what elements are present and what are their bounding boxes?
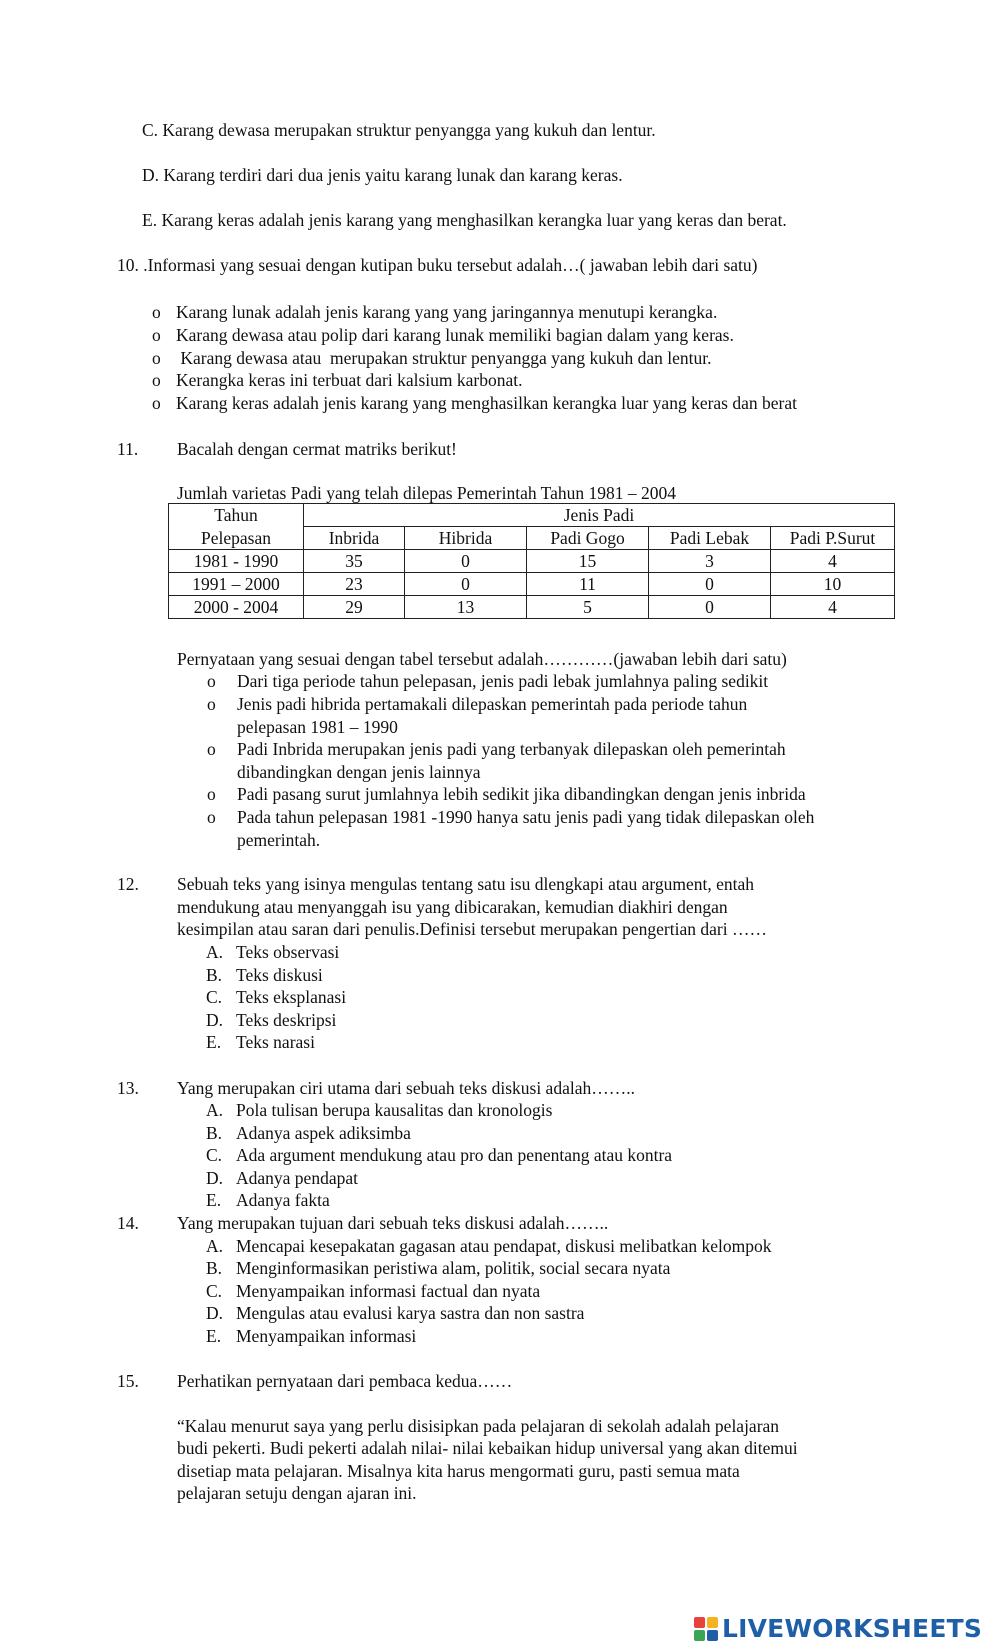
q12-text-line: mendukung atau menyanggah isu yang dibicarakan, kemudian diakhiri dengan xyxy=(177,897,728,917)
q12-number: 12. xyxy=(117,874,139,894)
liveworksheets-logo xyxy=(694,1614,982,1644)
table-row xyxy=(169,596,895,619)
table-cell: 0 xyxy=(405,550,527,573)
bullet-icon: o xyxy=(207,739,216,759)
table-header-year: Pelepasan xyxy=(169,527,304,550)
bullet-icon: o xyxy=(207,694,216,714)
table-cell: 0 xyxy=(649,596,771,619)
bullet-icon: o xyxy=(207,784,216,804)
table-header-group: Jenis Padi xyxy=(304,504,895,527)
table-cell: 11 xyxy=(527,573,649,596)
table-cell: 0 xyxy=(405,573,527,596)
table-cell: 0 xyxy=(649,573,771,596)
q15-quote-line: “Kalau menurut saya yang perlu disisipkan pada pelajaran di sekolah adalah pelajaran xyxy=(177,1416,780,1436)
q15-quote-line: disetiap mata pelajaran. Misalnya kita harus mengormati guru, pasti semua mata xyxy=(177,1461,740,1481)
table-column-header: Padi Lebak xyxy=(649,527,771,550)
table-cell: 35 xyxy=(304,550,405,573)
q13-number: 13. xyxy=(117,1078,139,1098)
q15-quote-line: budi pekerti. Budi pekerti adalah nilai- nilai kebaikan hidup universal yang akan ditemui xyxy=(177,1438,798,1458)
table-cell: 5 xyxy=(527,596,649,619)
q11-number: 11. xyxy=(117,439,139,459)
table-column-header: Hibrida xyxy=(405,527,527,550)
table-header-year: Tahun xyxy=(169,504,304,527)
q13-text: Yang merupakan ciri utama dari sebuah teks diskusi adalah…….. xyxy=(177,1078,635,1098)
table-cell: 13 xyxy=(405,596,527,619)
table-column-header: Inbrida xyxy=(304,527,405,550)
table-cell: 2000 - 2004 xyxy=(169,596,304,619)
rice-variety-table xyxy=(168,503,895,619)
table-row xyxy=(169,550,895,573)
q11-statement: Pernyataan yang sesuai dengan tabel tersebut adalah…………(jawaban lebih dari satu) xyxy=(177,649,787,669)
table-caption: Jumlah varietas Padi yang telah dilepas Pemerintah Tahun 1981 – 2004 xyxy=(177,483,677,503)
bullet-icon: o xyxy=(152,348,161,368)
table-cell: 3 xyxy=(649,550,771,573)
q15-quote-line: pelajaran setuju dengan ajaran ini. xyxy=(177,1483,417,1503)
q12-text-line: kesimpilan atau saran dari penulis.Definisi tersebut merupakan pengertian dari …… xyxy=(177,919,767,939)
logo-mark-icon xyxy=(694,1617,718,1641)
q15-text: Perhatikan pernyataan dari pembaca kedua…… xyxy=(177,1371,513,1391)
bullet-icon: o xyxy=(152,370,161,390)
q9-option-e: E. Karang keras adalah jenis karang yang menghasilkan kerangka luar yang keras dan berat. xyxy=(142,210,787,230)
bullet-icon: o xyxy=(152,393,161,413)
bullet-icon: o xyxy=(152,325,161,345)
q14-number: 14. xyxy=(117,1213,139,1233)
q11-text: Bacalah dengan cermat matriks berikut! xyxy=(177,439,457,459)
table-column-header: Padi P.Surut xyxy=(771,527,895,550)
bullet-icon: o xyxy=(207,671,216,691)
table-cell: 4 xyxy=(771,550,895,573)
logo-wordmark: LIVEWORKSHEETS xyxy=(722,1613,983,1643)
q9-option-c: C. Karang dewasa merupakan struktur penyangga yang kukuh dan lentur. xyxy=(142,120,656,140)
table-cell: 10 xyxy=(771,573,895,596)
bullet-icon: o xyxy=(207,807,216,827)
table-cell: 29 xyxy=(304,596,405,619)
table-cell: 4 xyxy=(771,596,895,619)
q12-text-line: Sebuah teks yang isinya mengulas tentang satu isu dlengkapi atau argument, entah xyxy=(177,874,755,894)
table-cell: 15 xyxy=(527,550,649,573)
table-cell: 23 xyxy=(304,573,405,596)
table-column-header: Padi Gogo xyxy=(527,527,649,550)
q10-text: 10. .Informasi yang sesuai dengan kutipan buku tersebut adalah…( jawaban lebih dari satu) xyxy=(117,255,758,275)
table-cell: 1991 – 2000 xyxy=(169,573,304,596)
bullet-icon: o xyxy=(152,302,161,322)
table-cell: 1981 - 1990 xyxy=(169,550,304,573)
q14-text: Yang merupakan tujuan dari sebuah teks diskusi adalah…….. xyxy=(177,1213,609,1233)
table-row xyxy=(169,573,895,596)
q9-option-d: D. Karang terdiri dari dua jenis yaitu karang lunak dan karang keras. xyxy=(142,165,623,185)
q15-number: 15. xyxy=(117,1371,139,1391)
